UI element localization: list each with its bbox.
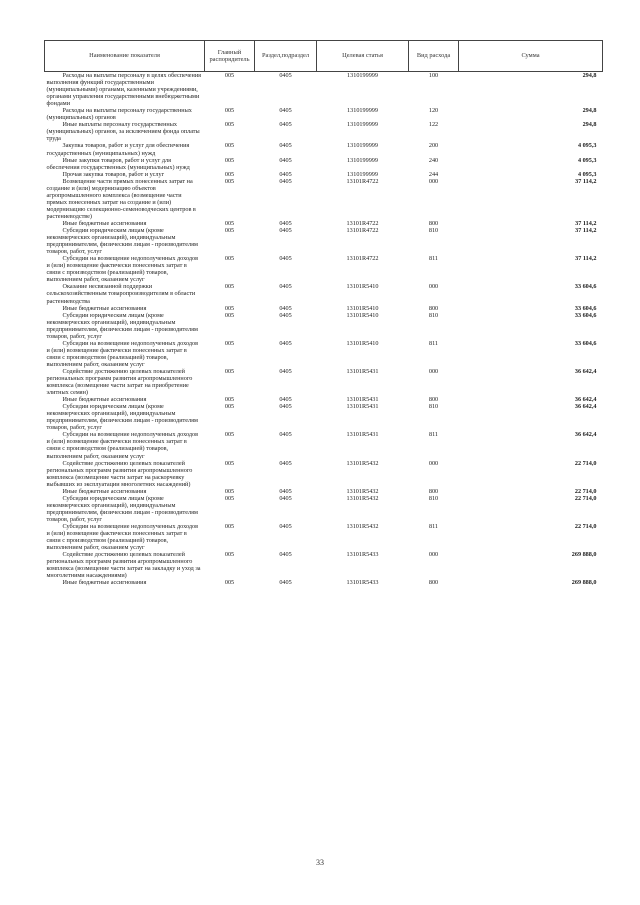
row-vr: 200 (428, 142, 439, 150)
row-name: Оказание несвязанной поддержки сельскохозяйственным товаропроизводителям в области растениеводства (46, 283, 196, 305)
row-sum: 37 114,2 (575, 177, 597, 185)
row-sum: 294,8 (582, 72, 597, 79)
row-sum: 33 604,6 (574, 311, 597, 319)
row-grbs: 005 (224, 487, 235, 495)
row-sum: 33 604,6 (574, 339, 597, 347)
row-cs: 1310199999 (347, 107, 378, 115)
row-name: Содействие достижению целевых показателей региональных программ развития агропромышленного комплекса (возмещение части затрат на приобретение элитных семян) (46, 367, 193, 397)
row-name: Возмещение части прямых понесенных затрат на создание и (или) модернизацию объектов агропромышленного комплекса (возмещение части прямых понесенных затрат на создание и (или) модернизацию селекционно-семеноводческих центров в растениеводстве) (46, 177, 196, 220)
row-razdel: 0405 (279, 177, 292, 185)
row-grbs: 005 (224, 579, 235, 587)
row-vr: 000 (428, 283, 439, 291)
row-sum: 33 604,6 (574, 283, 597, 291)
row-razdel: 0405 (279, 551, 292, 559)
row-grbs: 005 (224, 551, 235, 559)
row-grbs: 005 (224, 170, 235, 178)
row-razdel: 0405 (279, 367, 292, 375)
row-razdel: 0405 (279, 459, 292, 467)
row-cs: 13101R5410 (346, 339, 379, 347)
row-sum: 22 714,0 (574, 494, 597, 502)
row-vr: 811 (428, 339, 439, 347)
budget-sheet (44, 40, 602, 586)
row-cs: 13101R5433 (346, 579, 379, 587)
table-row (45, 579, 603, 586)
table-row (45, 312, 603, 340)
table-row (45, 523, 603, 551)
header-cs: Целевая статья (317, 41, 409, 72)
row-cs: 13101R5431 (346, 403, 379, 411)
row-name: Иные бюджетные ассигнования (62, 579, 147, 587)
row-vr: 000 (428, 459, 439, 467)
row-sum: 22 714,0 (574, 523, 597, 530)
row-razdel: 0405 (279, 304, 292, 312)
row-cs: 13101R4722 (346, 255, 379, 263)
row-cs: 1310199999 (347, 121, 378, 129)
budget-table (44, 40, 603, 586)
table-row (45, 488, 603, 495)
row-sum: 22 714,0 (574, 487, 597, 495)
row-vr: 800 (428, 219, 439, 227)
row-razdel: 0405 (279, 255, 292, 263)
row-vr: 100 (428, 72, 439, 79)
row-vr: 000 (428, 177, 439, 185)
row-name: Расходы на выплаты персоналу государственных (муниципальных) органов (46, 107, 192, 122)
row-name: Субсидии юридическим лицам (кроме некоммерческих организаций), индивидуальным предпринимателям, физическим лицам - производителям товаров, работ, услуг (46, 494, 198, 523)
row-cs: 13101R5432 (346, 459, 379, 467)
row-vr: 810 (428, 494, 439, 502)
table-row (45, 255, 603, 283)
row-grbs: 005 (224, 339, 235, 347)
table-row (45, 460, 603, 488)
row-vr: 120 (428, 107, 439, 115)
header-sum: Сумма (459, 41, 603, 72)
row-name: Субсидии юридическим лицам (кроме некоммерческих организаций), индивидуальным предпринимателям, физическим лицам - производителям товаров, работ, услуг (46, 227, 198, 256)
table-row (45, 121, 603, 142)
row-name: Субсидии юридическим лицам (кроме некоммерческих организаций), индивидуальным предпринимателям, физическим лицам - производителям товаров, работ, услуг (46, 403, 198, 432)
row-sum: 36 642,4 (574, 396, 597, 404)
row-razdel: 0405 (279, 494, 292, 502)
row-cs: 13101R5410 (346, 283, 379, 291)
row-sum: 36 642,4 (574, 431, 597, 439)
row-razdel: 0405 (279, 311, 292, 319)
row-grbs: 005 (224, 227, 235, 235)
row-grbs: 005 (224, 494, 235, 502)
row-razdel: 0405 (279, 283, 292, 291)
row-name: Содействие достижению целевых показателей региональных программ развития агропромышленного комплекса (возмещение части затрат на закладку и уход за многолетними насаждениями) (46, 551, 201, 580)
page-number: 33 (316, 858, 324, 867)
table-row (45, 72, 603, 108)
row-razdel: 0405 (279, 170, 292, 178)
table-row (45, 403, 603, 431)
row-name: Иные бюджетные ассигнования (62, 219, 147, 227)
row-grbs: 005 (224, 156, 235, 164)
row-name: Субсидии на возмещение недополученных доходов и (или) возмещение фактически понесенных затрат в связи с производством (реализацией) товаров, выполнением работ, оказанием услуг (46, 339, 199, 368)
row-vr: 800 (428, 579, 439, 587)
row-cs: 13101R4722 (346, 177, 379, 185)
table-header-row (45, 41, 603, 72)
row-sum: 36 642,4 (574, 367, 597, 375)
row-name: Субсидии на возмещение недополученных доходов и (или) возмещение фактически понесенных затрат в связи с производством (реализацией) товаров, выполнением работ, оказанием услуг (46, 523, 199, 552)
row-sum: 33 604,6 (574, 304, 597, 312)
row-cs: 13101R4722 (346, 219, 379, 227)
row-cs: 13101R5431 (346, 367, 379, 375)
row-razdel: 0405 (279, 156, 292, 164)
row-razdel: 0405 (279, 431, 292, 439)
row-razdel: 0405 (279, 107, 292, 115)
row-cs: 1310199999 (347, 156, 378, 164)
table-row (45, 340, 603, 368)
row-name: Субсидии юридическим лицам (кроме некоммерческих организаций), индивидуальным предпринимателям, физическим лицам - производителям товаров, работ, услуг (46, 311, 198, 340)
row-sum: 294,8 (582, 121, 597, 129)
row-grbs: 005 (224, 304, 235, 312)
row-razdel: 0405 (279, 487, 292, 495)
table-row (45, 227, 603, 255)
row-grbs: 005 (224, 311, 235, 319)
row-vr: 811 (428, 255, 439, 263)
row-grbs: 005 (224, 403, 235, 411)
row-razdel: 0405 (279, 227, 292, 235)
row-grbs: 005 (224, 367, 235, 375)
row-name: Субсидии на возмещение недополученных доходов и (или) возмещение фактически понесенных затрат в связи с производством (реализацией) товаров, выполнением работ, оказанием услуг (46, 255, 199, 284)
row-sum: 294,8 (582, 107, 597, 115)
table-row (45, 142, 603, 156)
row-vr: 000 (428, 367, 439, 375)
row-grbs: 005 (224, 142, 235, 150)
table-row (45, 178, 603, 220)
row-cs: 1310199999 (347, 170, 378, 178)
row-name: Иные бюджетные ассигнования (62, 396, 147, 404)
table-row (45, 283, 603, 304)
row-grbs: 005 (224, 255, 235, 263)
table-row (45, 305, 603, 312)
row-razdel: 0405 (279, 72, 292, 79)
row-vr: 240 (428, 156, 439, 164)
row-vr: 800 (428, 304, 439, 312)
header-name: Наименование показателя (45, 41, 205, 72)
row-sum: 37 114,2 (575, 227, 597, 235)
row-sum: 4 095,3 (577, 156, 597, 164)
table-row (45, 171, 603, 178)
row-razdel: 0405 (279, 523, 292, 530)
row-vr: 122 (428, 121, 439, 129)
table-row (45, 551, 603, 579)
row-sum: 4 095,3 (577, 170, 597, 178)
row-sum: 269 888,0 (571, 551, 597, 559)
row-vr: 811 (428, 523, 439, 530)
table-row (45, 107, 603, 121)
row-razdel: 0405 (279, 579, 292, 587)
row-vr: 800 (428, 396, 439, 404)
table-row (45, 220, 603, 227)
row-cs: 13101R5410 (346, 311, 379, 319)
row-sum: 269 888,0 (571, 579, 597, 587)
row-name: Прочая закупка товаров, работ и услуг (62, 170, 165, 178)
row-sum: 4 095,3 (577, 142, 597, 150)
row-name: Расходы на выплаты персоналу в целях обеспечения выполнения функций государственными (муниципальными) органами, казенными учреждениями, органами управления государственными внебюджетными фондами (46, 72, 202, 108)
row-grbs: 005 (224, 283, 235, 291)
row-grbs: 005 (224, 72, 235, 79)
row-vr: 810 (428, 403, 439, 411)
row-sum: 36 642,4 (574, 403, 597, 411)
row-vr: 000 (428, 551, 439, 559)
row-name: Закупка товаров, работ и услуг для обеспечения государственных (муниципальных) нужд (46, 142, 190, 157)
row-name: Иные бюджетные ассигнования (62, 487, 147, 495)
row-cs: 13101R5432 (346, 494, 379, 502)
row-cs: 13101R5410 (346, 304, 379, 312)
row-grbs: 005 (224, 121, 235, 129)
row-cs: 13101R4722 (346, 227, 379, 235)
row-sum: 37 114,2 (575, 255, 597, 263)
table-row (45, 368, 603, 396)
row-vr: 811 (428, 431, 439, 439)
row-sum: 22 714,0 (574, 459, 597, 467)
row-cs: 13101R5431 (346, 431, 379, 439)
row-name: Содействие достижению целевых показателей региональных программ развития агропромышленного комплекса (возмещение части затрат на раскорчевку выбывших из эксплуатации многолетних насаждений) (46, 459, 193, 488)
header-grbs: Главный распорядитель (205, 41, 255, 72)
row-grbs: 005 (224, 396, 235, 404)
row-razdel: 0405 (279, 142, 292, 150)
row-grbs: 005 (224, 107, 235, 115)
table-row (45, 396, 603, 403)
header-razdel: Раздел,подраздел (255, 41, 317, 72)
row-cs: 1310199999 (347, 142, 378, 150)
row-sum: 37 114,2 (575, 219, 597, 227)
row-cs: 13101R5431 (346, 396, 379, 404)
row-cs: 13101R5433 (346, 551, 379, 559)
table-row (45, 157, 603, 171)
row-razdel: 0405 (279, 219, 292, 227)
row-name: Субсидии на возмещение недополученных доходов и (или) возмещение фактически понесенных затрат в связи с производством (реализацией) товаров, выполнением работ, оказанием услуг (46, 431, 199, 460)
row-vr: 800 (428, 487, 439, 495)
row-cs: 1310199999 (347, 72, 378, 79)
row-grbs: 005 (224, 459, 235, 467)
row-razdel: 0405 (279, 403, 292, 411)
row-grbs: 005 (224, 177, 235, 185)
row-grbs: 005 (224, 219, 235, 227)
row-razdel: 0405 (279, 121, 292, 129)
row-name: Иные выплаты персоналу государственных (муниципальных) органов, за исключением фонда оплаты труда (46, 121, 200, 143)
row-name: Иные закупки товаров, работ и услуг для обеспечения государственных (муниципальных) нужд (46, 156, 190, 171)
row-razdel: 0405 (279, 396, 292, 404)
row-grbs: 005 (224, 523, 235, 530)
table-row (45, 495, 603, 523)
row-vr: 810 (428, 311, 439, 319)
row-grbs: 005 (224, 431, 235, 439)
row-cs: 13101R5432 (346, 523, 379, 530)
row-cs: 13101R5432 (346, 487, 379, 495)
table-row (45, 431, 603, 459)
row-name: Иные бюджетные ассигнования (62, 304, 147, 312)
row-razdel: 0405 (279, 339, 292, 347)
row-vr: 810 (428, 227, 439, 235)
row-vr: 244 (428, 170, 439, 178)
header-vr: Вид расхода (409, 41, 459, 72)
